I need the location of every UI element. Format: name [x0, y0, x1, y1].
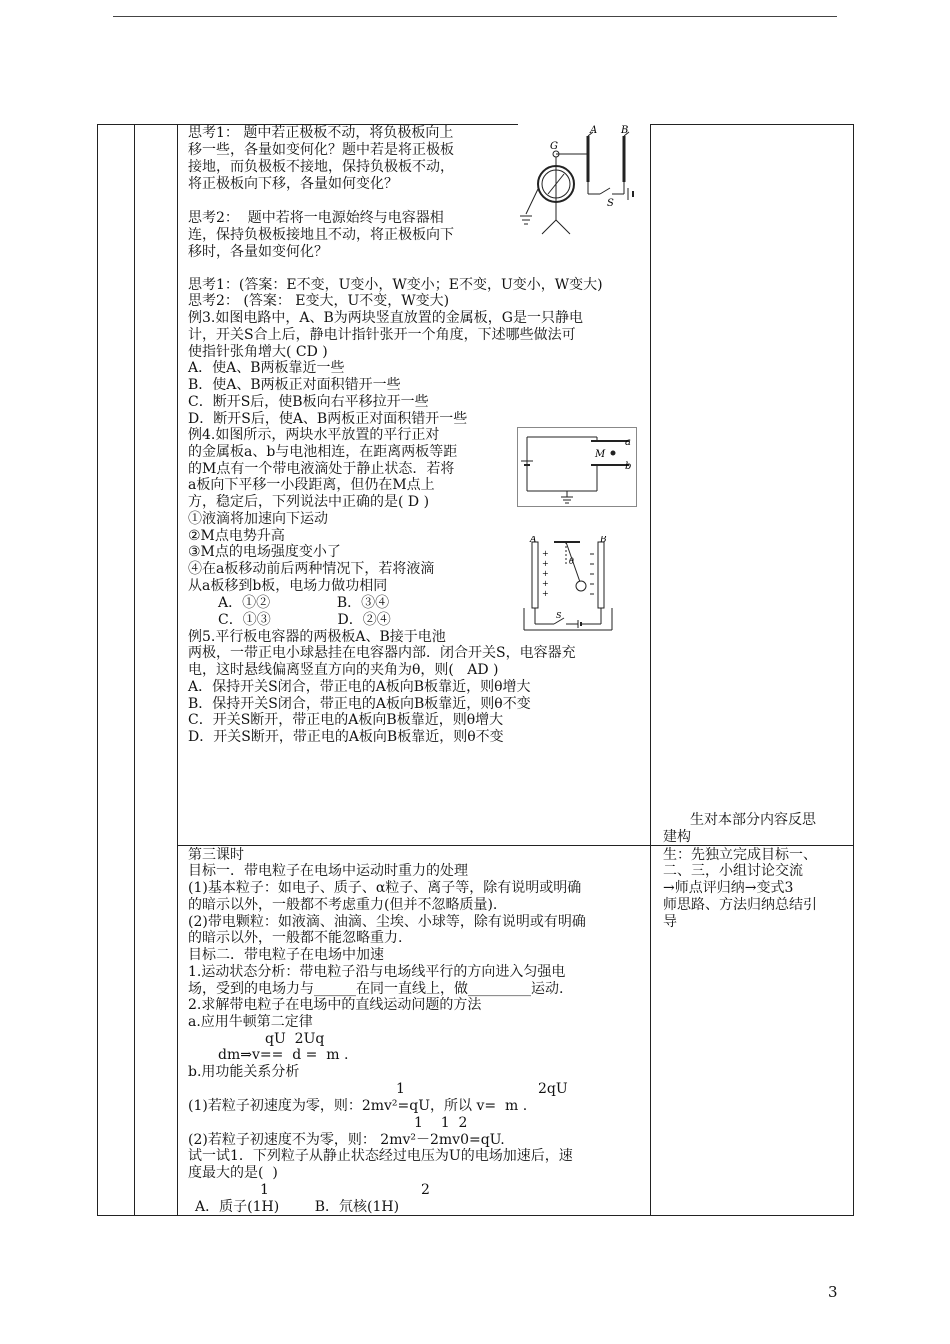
text-line: 场，受到的电场力与______在同一直线上，做_________运动. [188, 981, 564, 997]
fig2-label-b: b [625, 461, 632, 472]
text-line: a.应用牛顿第二定律 [188, 1014, 313, 1030]
fig3-label-B: B [600, 536, 607, 545]
text-line: C．断开S后，使B板向右平移拉开一些 [188, 394, 429, 410]
note-line: 导 [663, 914, 677, 930]
text-line: C．开关S断开，带正电的A板向B板靠近，则θ增大 [188, 712, 504, 728]
text-line: 的M点有一个带电液滴处于静止状态．若将 [188, 461, 455, 477]
svg-text:+: + [542, 579, 549, 588]
fig2-label-M: M [595, 449, 606, 460]
text-line: B．保持开关S闭合，带正电的A板向B板靠近，则θ不变 [188, 696, 531, 712]
text-line: 思考1： 题中若正极板不动，将负极板向上 [188, 125, 454, 141]
table-border-right [853, 124, 854, 1216]
text-line: 目标二．带电粒子在电场中加速 [188, 947, 384, 963]
header-rule [113, 16, 837, 17]
text-line: 2qU [538, 1081, 568, 1097]
table-border-bottom [97, 1215, 854, 1216]
table-divider-3 [650, 124, 651, 1216]
text-line: A．质子(1H) B．氘核(1H) [195, 1199, 400, 1215]
table-row-divider [177, 845, 854, 846]
table-divider-2 [177, 124, 178, 1216]
text-line: 计，开关S合上后，静电计指针张开一个角度，下述哪些做法可 [188, 327, 576, 343]
svg-text:+: + [542, 569, 549, 578]
text-line: ①液滴将加速向下运动 [188, 511, 328, 527]
text-line: 1 1 2 [414, 1115, 468, 1131]
text-line: 连，保持负极板接地且不动，将正极板向下 [188, 227, 454, 243]
text-line: 1 [396, 1081, 405, 1097]
note-line: →师点评归纳→变式3 [663, 880, 794, 896]
text-line: qU 2Uq [265, 1031, 325, 1047]
text-line: C．①③ D．②④ [218, 612, 391, 628]
svg-text:+: + [542, 589, 549, 598]
fig3-label-S: S [556, 611, 562, 620]
text-line: 思考2： (答案： E变大，U不变，W变大) [188, 293, 450, 309]
text-line: D．断开S后，使A、B两板正对面积错开一些 [188, 411, 468, 427]
svg-text:+: + [542, 559, 549, 568]
text-line: D．开关S断开，带正电的A板向B板靠近，则θ不变 [188, 729, 504, 745]
text-line: 第三课时 [188, 847, 244, 863]
text-line: 使指针张角增大( CD ) [188, 344, 328, 360]
note-line: 建构 [663, 829, 691, 845]
table-border-left [97, 124, 98, 1216]
text-line: ③M点的电场强度变小了 [188, 544, 341, 560]
text-line: (2)带电颗粒：如液滴、油滴、尘埃、小球等，除有说明或有明确 [188, 914, 586, 930]
fig1-label-B: B [621, 125, 629, 136]
text-line: 移时，各量如变何化？ [188, 244, 328, 260]
fig2-label-a: a [625, 437, 631, 448]
text-line: ②M点电势升高 [188, 528, 285, 544]
fig3-label-theta: θ [569, 557, 574, 566]
text-line: 目标一．带电粒子在电场中运动时重力的处理 [188, 863, 468, 879]
fig1-label-S: S [607, 198, 614, 209]
text-line: (1)基本粒子：如电子、质子、α粒子、离子等，除有说明或明确 [188, 880, 582, 896]
text-line: 1 [260, 1182, 269, 1198]
text-line: 度最大的是( ) [188, 1165, 278, 1181]
note-line: 生对本部分内容反思 [690, 812, 816, 828]
text-line: 从a板移到b板，电场力做功相同 [188, 578, 388, 594]
text-line: B．使A、B两板正对面积错开一些 [188, 377, 401, 393]
text-line: b.用功能关系分析 [188, 1064, 300, 1080]
text-line: ④在a板移动前后两种情况下，若将液滴 [188, 561, 435, 577]
text-line: 1.运动状态分析：带电粒子沿与电场线平行的方向进入匀强电 [188, 964, 566, 980]
pendulum-capacitor-figure [518, 536, 618, 634]
page-number: 3 [828, 1283, 838, 1301]
fig1-label-A: A [590, 125, 598, 136]
text-line: 思考2： 题中若将一电源始终与电容器相 [188, 210, 444, 226]
text-line: 将正极板向下移，各量如何变化？ [188, 176, 398, 192]
text-line: a板向下平移一小段距离，但仍在M点上 [188, 477, 435, 493]
parallel-plates-figure [517, 427, 637, 507]
note-line: 师思路、方法归纳总结引 [663, 897, 817, 913]
text-line: (2)若粒子初速度不为零，则： 2mv²－2mv0=qU. [188, 1132, 505, 1148]
svg-text:+: + [542, 549, 549, 558]
text-line: 例4.如图所示，两块水平放置的平行正对 [188, 427, 440, 443]
text-line: 试一试1．下列粒子从静止状态经过电压为U的电场加速后，速 [188, 1148, 573, 1164]
text-line: 电，这时悬线偏离竖直方向的夹角为θ，则( AD ) [188, 662, 499, 678]
text-line: 方，稳定后，下列说法中正确的是( D ) [188, 494, 430, 510]
text-line: 例3.如图电路中，A、B为两块竖直放置的金属板，G是一只静电 [188, 310, 583, 326]
text-line: A．①② B．③④ [218, 595, 390, 611]
electrometer-circuit-figure [518, 124, 650, 238]
text-line: 的暗示以外，一般都不考虑重力(但并不忽略质量). [188, 897, 498, 913]
fig3-label-A: A [530, 536, 537, 545]
text-line: 的金属板a、b与电池相连，在距离两板等距 [188, 444, 458, 460]
text-line: A．使A、B两板靠近一些 [188, 360, 345, 376]
text-line: 接地，而负极板不接地，保持负极板不动， [188, 159, 454, 175]
text-line: dm⇒v== d = m . [218, 1047, 349, 1063]
text-line: 的暗示以外，一般都不能忽略重力. [188, 930, 403, 946]
text-line: 两极，一带正电小球悬挂在电容器内部．闭合开关S，电容器充 [188, 645, 576, 661]
text-line: 移一些，各量如变何化？题中若是将正极板 [188, 142, 454, 158]
text-line: (1)若粒子初速度为零，则：2mv²=qU，所以 v= m . [188, 1098, 528, 1114]
text-line: 2 [421, 1182, 430, 1198]
table-divider-1 [134, 124, 135, 1216]
note-line: 二、三，小组讨论交流 [663, 863, 803, 879]
fig1-label-G: G [550, 141, 558, 152]
text-line: A．保持开关S闭合，带正电的A板向B板靠近，则θ增大 [188, 679, 531, 695]
text-line: 思考1：(答案：E不变，U变小，W变小；E不变，U变小，W变大) [188, 277, 603, 293]
note-line: 生：先独立完成目标一、 [663, 847, 817, 863]
text-line: 2.求解带电粒子在电场中的直线运动问题的方法 [188, 997, 482, 1013]
text-line: 例5.平行板电容器的两极板A、B接于电池 [188, 629, 446, 645]
